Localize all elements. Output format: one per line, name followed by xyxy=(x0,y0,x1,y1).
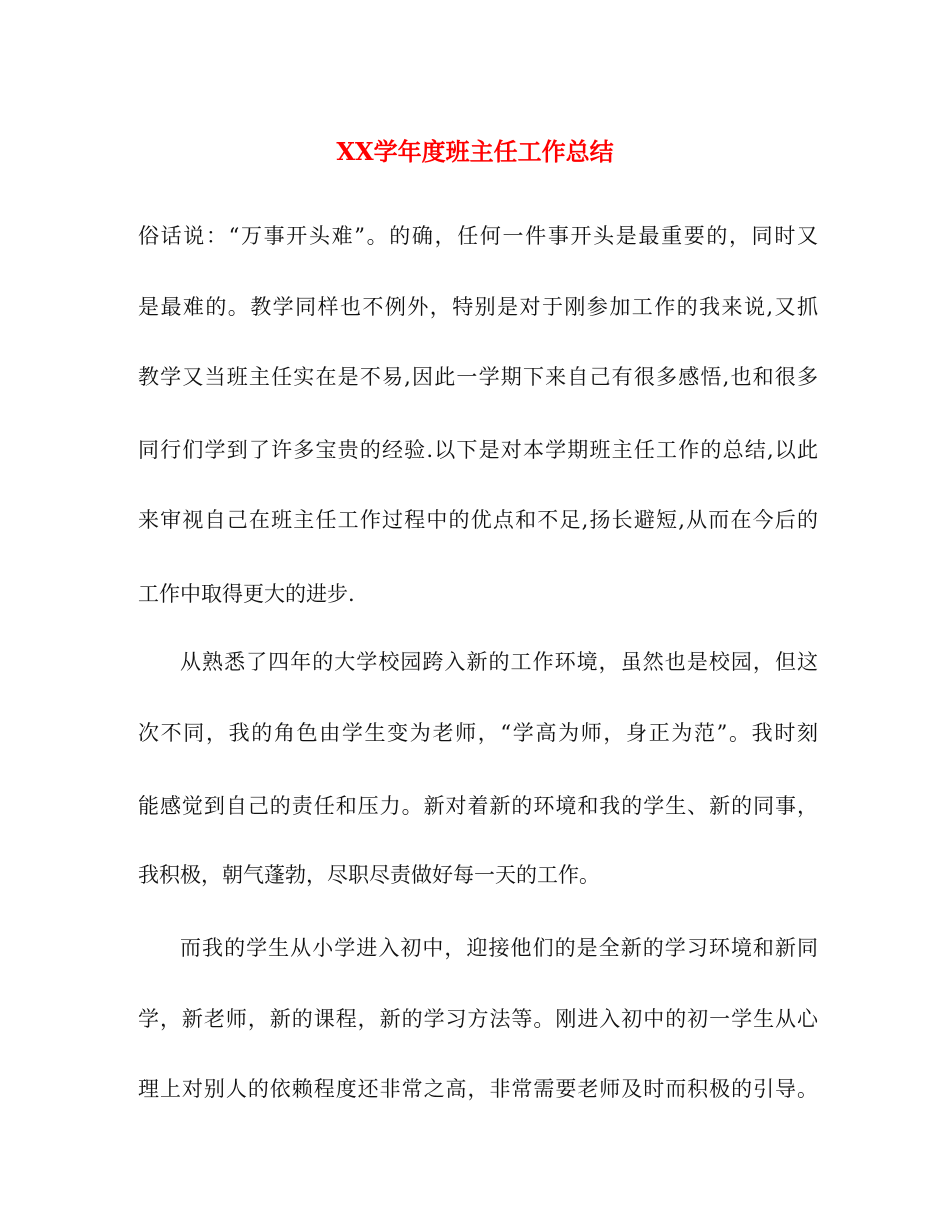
paragraph-1-line-2: 是最难的。教学同样也不例外，特别是对于刚参加工作的我来说,又抓 xyxy=(138,295,818,319)
paragraph-2-line-3: 能感觉到自己的责任和压力。新对着新的环境和我的学生、新的同事， xyxy=(138,794,818,818)
paragraph-1-line-4: 同行们学到了许多宝贵的经验.以下是对本学期班主任工作的总结,以此 xyxy=(138,438,818,462)
paragraph-1-line-3: 教学又当班主任实在是不易,因此一学期下来自己有很多感悟,也和很多 xyxy=(138,365,818,389)
document-title: XX学年度班主任工作总结 xyxy=(336,137,614,166)
paragraph-3-line-1: 而我的学生从小学进入初中，迎接他们的是全新的学习环境和新同 xyxy=(180,936,818,960)
paragraph-3-line-3: 理上对别人的依赖程度还非常之高，非常需要老师及时而积极的引导。 xyxy=(138,1077,818,1101)
paragraph-3-line-2: 学，新老师，新的课程，新的学习方法等。刚进入初中的初一学生从心 xyxy=(138,1007,818,1031)
paragraph-1-line-6: 工作中取得更大的进步. xyxy=(138,582,355,606)
paragraph-1-line-1: 俗话说：“万事开头难”。的确，任何一件事开头是最重要的，同时又 xyxy=(138,224,818,248)
paragraph-2-line-4: 我积极，朝气蓬勃，尽职尽责做好每一天的工作。 xyxy=(138,863,600,887)
paragraph-1-line-5: 来审视自己在班主任工作过程中的优点和不足,扬长避短,从而在今后的 xyxy=(138,508,818,532)
paragraph-2-line-1: 从熟悉了四年的大学校园跨入新的工作环境，虽然也是校园，但这 xyxy=(180,650,818,674)
paragraph-2-line-2: 次不同，我的角色由学生变为老师，“学高为师，身正为范”。我时刻 xyxy=(138,721,818,745)
